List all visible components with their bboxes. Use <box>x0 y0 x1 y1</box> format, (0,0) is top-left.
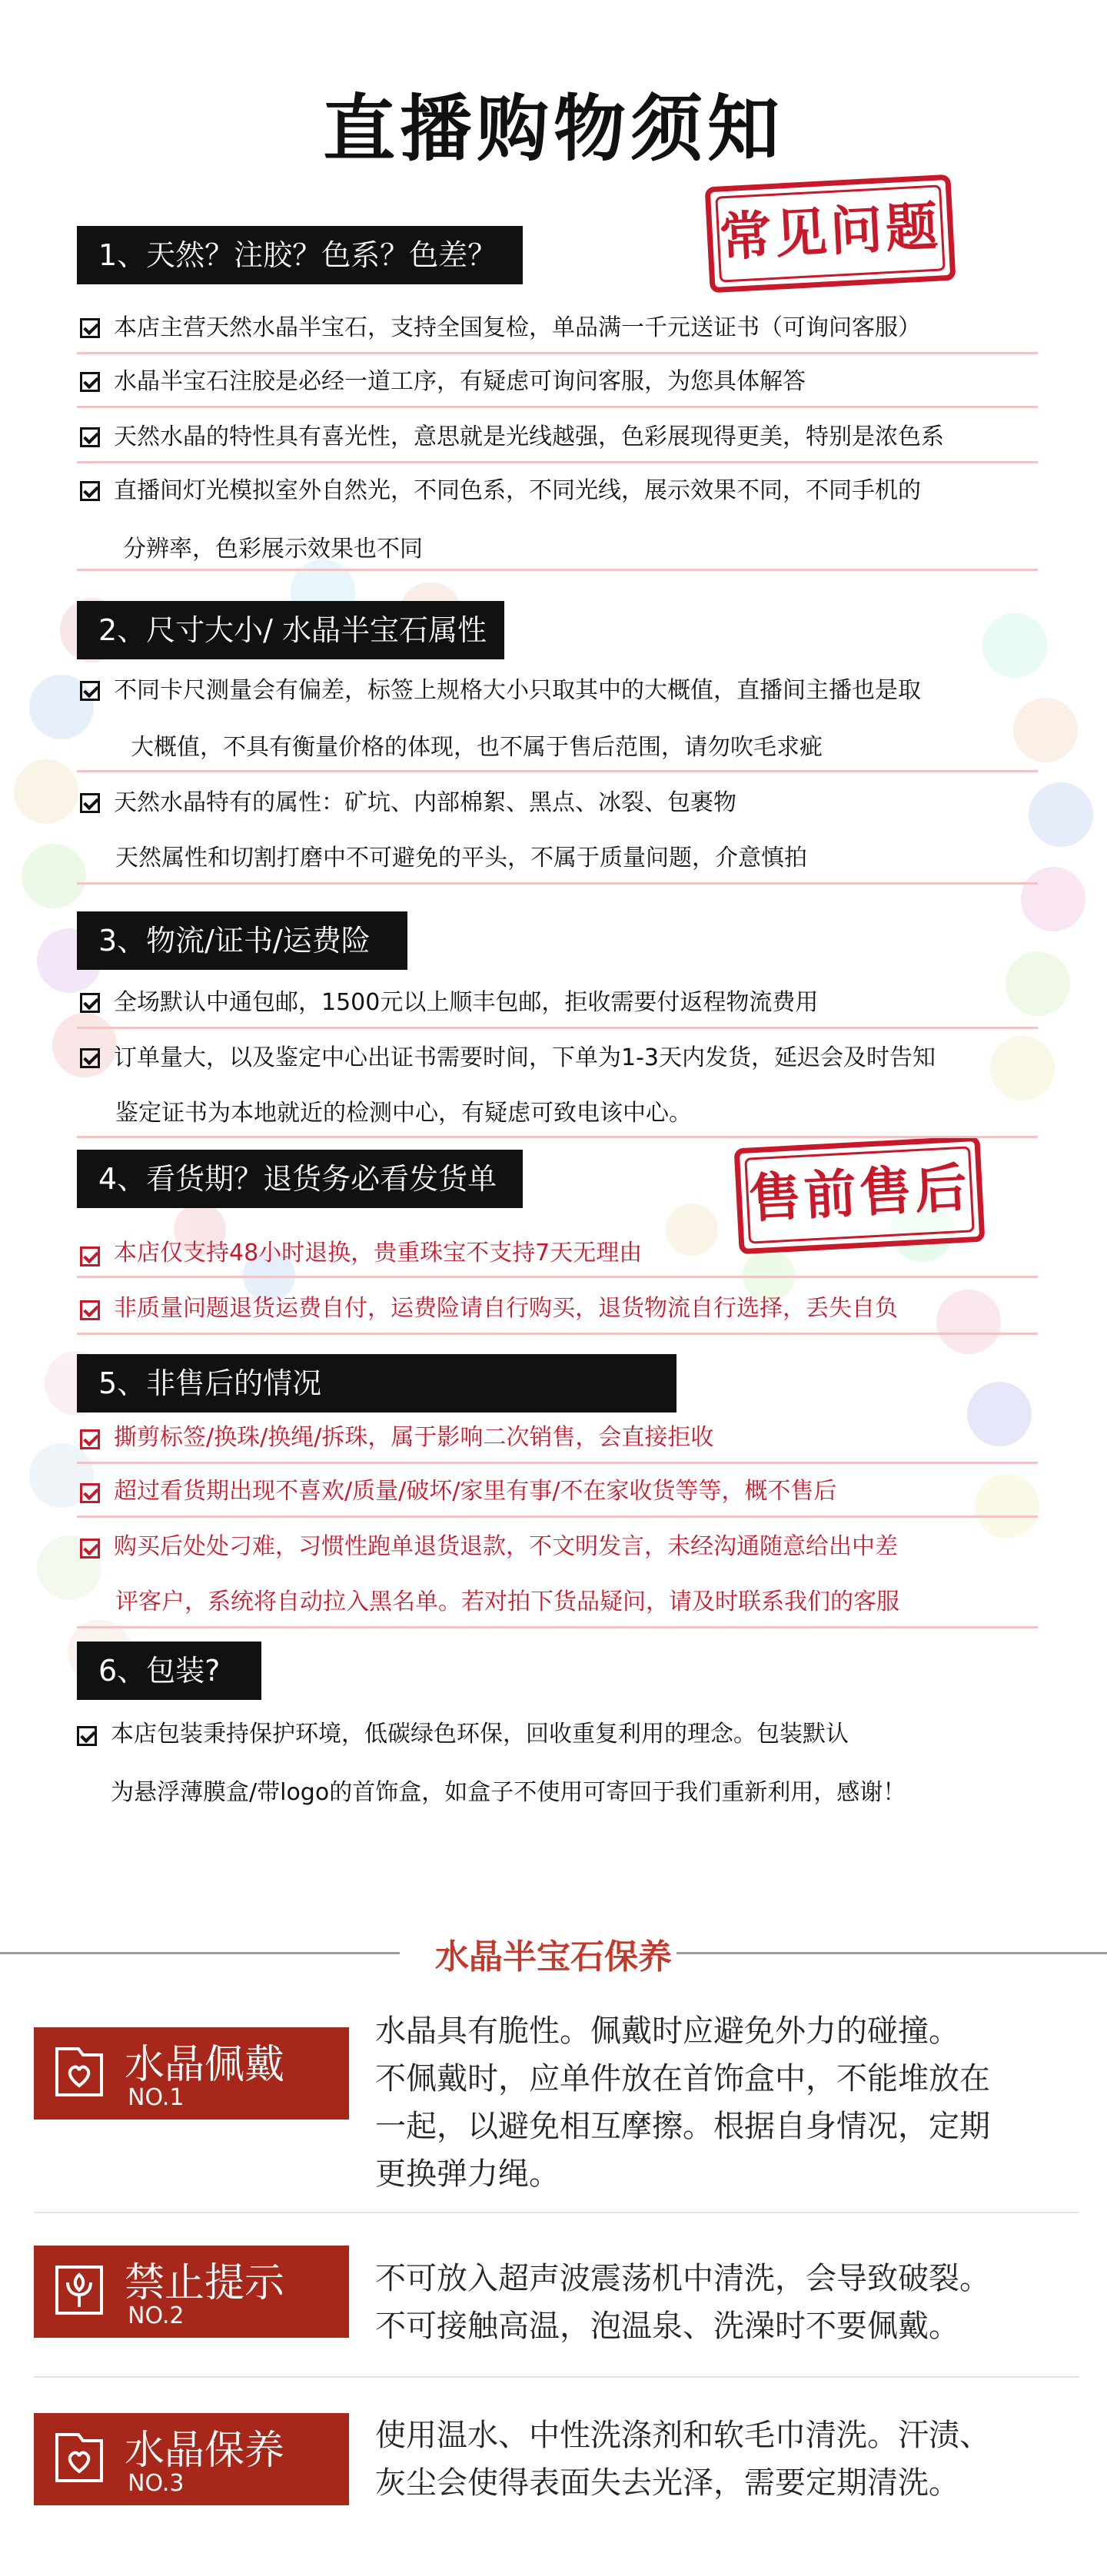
care-item-number: NO.2 <box>128 2302 184 2329</box>
notice-line: 本店主营天然水晶半宝石，支持全国复检，单品满一千元送证书（可询问客服） <box>114 314 921 341</box>
care-badge-3 <box>34 2413 349 2505</box>
divider <box>77 1462 1038 1464</box>
divider <box>77 406 1038 408</box>
checkbox-icon <box>80 427 100 447</box>
notice-line: 非质量问题退货运费自付，运费险请自行购买，退货物流自行选择，丢失自负 <box>114 1295 898 1322</box>
care-item-number: NO.1 <box>128 2084 184 2111</box>
checkbox-icon <box>80 1300 100 1320</box>
care-item-number: NO.3 <box>128 2470 184 2497</box>
checkbox-icon <box>80 318 100 338</box>
notice-line-cont: 评客户，系统将自动拉入黑名单。若对拍下货品疑问，请及时联系我们的客服 <box>115 1588 899 1615</box>
care-item-text-2: 不可放入超声波震荡机中清洗，会导致破裂。 不可接触高温，泡温泉、洗澡时不要佩戴。 <box>375 2261 990 2344</box>
notice-line: 不同卡尺测量会有偏差，标签上规格大小只取其中的大概值，直播间主播也是取 <box>114 677 921 704</box>
notice-line: 本店包装秉持保护环境，低碳绿色环保，回收重复利用的理念。包装默认 <box>111 1721 849 1748</box>
notice-line: 天然水晶特有的属性：矿坑、内部棉絮、黑点、冰裂、包裹物 <box>114 789 736 816</box>
care-item-text-3: 使用温水、中性洗涤剂和软毛巾清洗。汗渍、 灰尘会使得表面失去光泽，需要定期清洗。 <box>375 2418 990 2501</box>
divider <box>34 2376 1079 2378</box>
service-stamp: 售前售后 <box>734 1136 986 1255</box>
notice-line-cont: 为悬浮薄膜盒/带logo的首饰盒，如盒子不使用可寄回于我们重新利用，感谢！ <box>111 1779 906 1806</box>
divider <box>77 770 1038 772</box>
checkbox-icon <box>77 1726 97 1746</box>
page-title: 直播购物须知 <box>322 88 784 171</box>
divider <box>77 1626 1038 1628</box>
divider <box>77 352 1038 354</box>
divider <box>77 1515 1038 1518</box>
checkbox-icon <box>80 1539 100 1559</box>
divider <box>77 461 1038 463</box>
faq-stamp: 常见问题 <box>705 174 956 294</box>
care-badge-2 <box>34 2246 349 2338</box>
notice-line: 超过看货期出现不喜欢/质量/破坏/家里有事/不在家收货等等，概不售后 <box>114 1478 837 1505</box>
flower-icon <box>54 2262 105 2318</box>
notice-line: 购买后处处刁难，习惯性跑单退货退款，不文明发言，未经沟通随意给出中差 <box>114 1533 898 1560</box>
care-section-title: 水晶半宝石保养 <box>435 1937 672 1977</box>
checkbox-icon <box>80 1483 100 1503</box>
divider <box>77 1136 1038 1138</box>
divider <box>77 882 1038 885</box>
divider <box>77 1276 1038 1278</box>
checkbox-icon <box>80 993 100 1013</box>
care-badge-1 <box>34 2027 349 2120</box>
section-heading-1: 1、天然？注胶？色系？色差？ <box>77 226 523 284</box>
section-heading-6: 6、包装? <box>77 1642 261 1700</box>
divider <box>77 1027 1038 1029</box>
divider <box>77 569 1038 571</box>
notice-line: 水晶半宝石注胶是必经一道工序，有疑虑可询问客服，为您具体解答 <box>114 368 806 395</box>
care-item-name: 水晶佩戴 <box>125 2042 285 2088</box>
section-heading-2: 2、尺寸大小/ 水晶半宝石属性 <box>77 601 504 659</box>
checkbox-icon <box>80 681 100 701</box>
notice-line: 全场默认中通包邮，1500元以上顺丰包邮，拒收需要付返程物流费用 <box>114 989 819 1016</box>
notice-line: 天然水晶的特性具有喜光性，意思就是光线越强，色彩展现得更美，特别是浓色系 <box>114 423 944 450</box>
checkbox-icon <box>80 372 100 392</box>
checkbox-icon <box>80 1429 100 1449</box>
notice-line-cont: 分辨率，色彩展示效果也不同 <box>123 536 423 563</box>
checkbox-icon <box>80 481 100 501</box>
notice-line: 撕剪标签/换珠/换绳/拆珠，属于影响二次销售，会直接拒收 <box>114 1424 714 1451</box>
notice-line-cont: 天然属性和切割打磨中不可避免的平头，不属于质量问题，介意慎拍 <box>115 845 807 871</box>
box-heart-icon <box>54 2430 105 2485</box>
section-heading-3: 3、物流/证书/运费险 <box>77 911 407 970</box>
notice-line-cont: 大概值，不具有衡量价格的体现，也不属于售后范围，请勿吹毛求疵 <box>131 734 823 761</box>
checkbox-icon <box>80 1048 100 1068</box>
section-heading-5: 5、非售后的情况 <box>77 1354 676 1412</box>
divider <box>34 2212 1079 2213</box>
notice-line-cont: 鉴定证书为本地就近的检测中心，有疑虑可致电该中心。 <box>115 1100 692 1127</box>
notice-line: 本店仅支持48小时退换，贵重珠宝不支持7天无理由 <box>114 1240 643 1266</box>
care-item-text-1: 水晶具有脆性。佩戴时应避免外力的碰撞。 不佩戴时，应单件放在首饰盒中，不能堆放在 一起，以避免相互摩擦。根据自身情况，定期 更换弹力绳。 <box>375 2013 990 2192</box>
checkbox-icon <box>80 793 100 813</box>
notice-line: 订单量大，以及鉴定中心出证书需要时间，下单为1-3天内发货，延迟会及时告知 <box>114 1044 936 1071</box>
care-item-name: 水晶保养 <box>125 2428 285 2474</box>
care-item-name: 禁止提示 <box>125 2260 285 2306</box>
divider <box>77 1333 1038 1335</box>
box-heart-icon <box>54 2044 105 2100</box>
section-heading-4: 4、看货期？退货务必看发货单 <box>77 1150 523 1208</box>
notice-line: 直播间灯光模拟室外自然光，不同色系，不同光线，展示效果不同，不同手机的 <box>114 477 921 504</box>
checkbox-icon <box>80 1247 100 1266</box>
